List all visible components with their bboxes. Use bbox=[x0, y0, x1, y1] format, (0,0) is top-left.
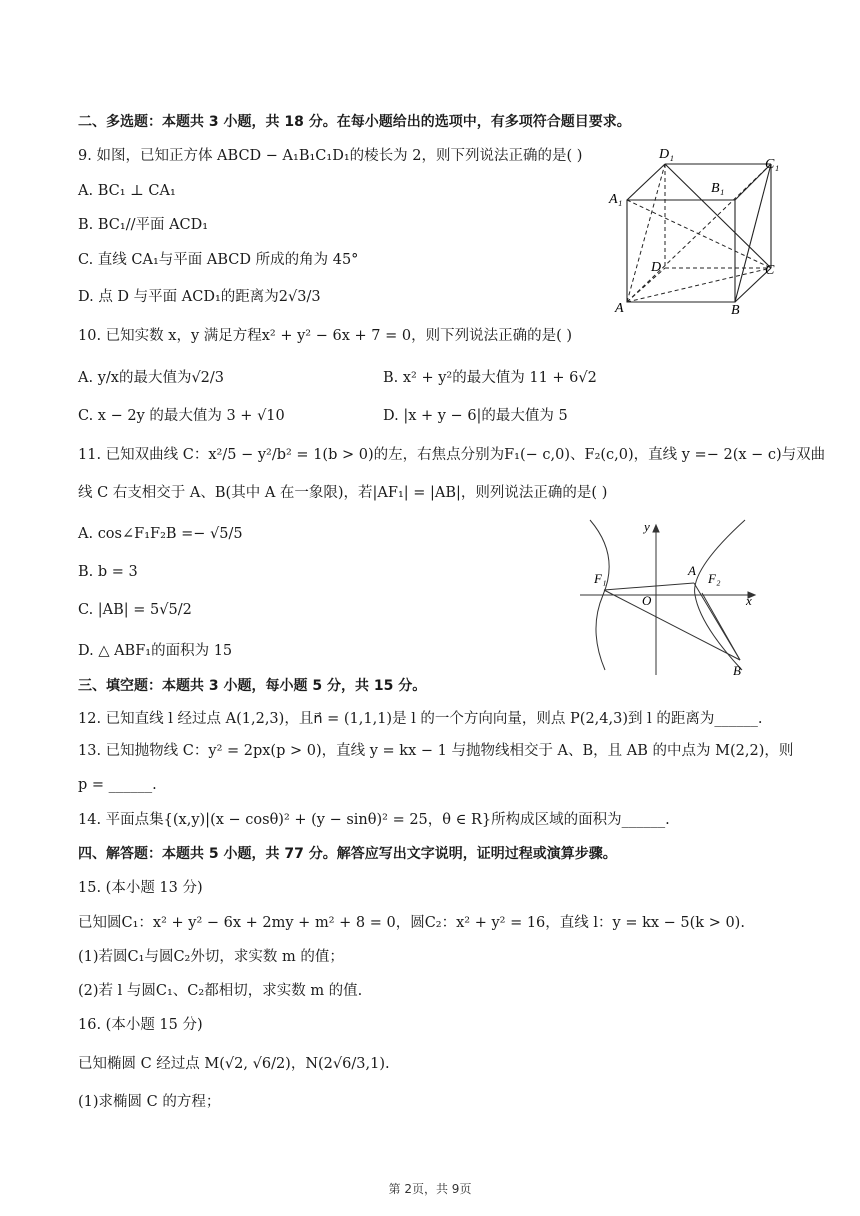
label-b: B bbox=[731, 303, 740, 318]
q9-option-c: C. 直线 CA₁与平面 ABCD 所成的角为 45° bbox=[78, 252, 359, 268]
label-x-axis: x bbox=[746, 593, 752, 608]
cube-figure bbox=[605, 140, 785, 320]
q9-option-a: A. BC₁ ⊥ CA₁ bbox=[78, 183, 176, 199]
question-13-line1: 13. 已知抛物线 C：y² = 2px(p > 0)，直线 y = kx − 1 与抛物线相交于 A、B，且 AB 的中点为 M(2,2)，则 bbox=[78, 743, 794, 759]
question-13-line2: p = ______. bbox=[78, 777, 157, 793]
page-footer: 第 2页，共 9页 bbox=[388, 1182, 472, 1196]
q10-option-a: A. y/x的最大值为√2/3 bbox=[78, 370, 225, 386]
section-heading-solutions: 四、解答题：本题共 5 小题，共 77 分。解答应写出文字说明，证明过程或演算步骤。 bbox=[78, 846, 617, 862]
question-16-heading: 16. (本小题 15 分) bbox=[78, 1017, 203, 1033]
label-d: D bbox=[651, 260, 662, 275]
question-15-heading: 15. (本小题 13 分) bbox=[78, 880, 203, 896]
q11-option-c: C. |AB| = 5√5/2 bbox=[78, 602, 192, 618]
q9-option-b: B. BC₁//平面 ACD₁ bbox=[78, 217, 209, 233]
label-c: C bbox=[765, 263, 775, 278]
q11-option-d: D. △ ABF₁的面积为 15 bbox=[78, 643, 233, 659]
question-11-stem-line2: 线 C 右支相交于 A、B(其中 A 在一象限)，若|AF₁| = |AB|，则列说法正确的是( ) bbox=[78, 485, 608, 501]
q9-option-d: D. 点 D 与平面 ACD₁的距离为2√3/3 bbox=[78, 289, 321, 305]
label-d1: D₁ bbox=[659, 147, 674, 162]
section-heading-fill-in: 三、填空题：本题共 3 小题，每小题 5 分，共 15 分。 bbox=[78, 678, 427, 694]
label-c1: C₁ bbox=[765, 157, 780, 172]
question-11-stem-line1: 11. 已知双曲线 C：x²/5 − y²/b² = 1(b > 0)的左，右焦点分别为F₁(− c,0)、F₂(c,0)，直线 y =− 2(x − c)与双曲 bbox=[78, 447, 826, 463]
question-12: 12. 已知直线 l 经过点 A(1,2,3)，且n⃗ = (1,1,1)是 l 的一个方向向量，则点 P(2,4,3)到 l 的距离为______. bbox=[78, 711, 763, 727]
question-10-stem: 10. 已知实数 x，y 满足方程x² + y² − 6x + 7 = 0，则下列说法正确的是( ) bbox=[78, 328, 572, 344]
label-y-axis: y bbox=[644, 519, 650, 534]
question-14: 14. 平面点集{(x,y)|(x − cosθ)² + (y − sinθ)² = 25，θ ∈ R}所构成区域的面积为______. bbox=[78, 812, 670, 828]
q11-option-a: A. cos∠F₁F₂B =− √5/5 bbox=[78, 526, 243, 542]
question-15-part1: (1)若圆C₁与圆C₂外切，求实数 m 的值； bbox=[78, 949, 344, 965]
label-a-point: A bbox=[688, 563, 696, 578]
question-15-body: 已知圆C₁：x² + y² − 6x + 2my + m² + 8 = 0，圆C₂：x² + y² = 16，直线 l：y = kx − 5(k > 0). bbox=[78, 915, 745, 931]
label-a: A bbox=[615, 301, 624, 316]
question-16-part1: (1)求椭圆 C 的方程； bbox=[78, 1094, 221, 1110]
label-origin: O bbox=[642, 593, 652, 608]
question-9-stem: 9. 如图，已知正方体 ABCD − A₁B₁C₁D₁的棱长为 2，则下列说法正确的是( ) bbox=[78, 148, 583, 164]
label-f1: F₁ bbox=[594, 571, 607, 586]
label-b1: B₁ bbox=[711, 181, 725, 196]
label-f2: F₂ bbox=[708, 571, 721, 586]
question-15-part2: (2)若 l 与圆C₁、C₂都相切，求实数 m 的值. bbox=[78, 983, 363, 999]
label-b-point: B bbox=[733, 663, 741, 678]
q10-option-b: B. x² + y²的最大值为 11 + 6√2 bbox=[383, 370, 597, 386]
label-a1: A₁ bbox=[609, 192, 623, 207]
q10-option-d: D. |x + y − 6|的最大值为 5 bbox=[383, 408, 568, 424]
hyperbola-figure bbox=[570, 515, 770, 680]
question-16-body: 已知椭圆 C 经过点 M(√2, √6/2)，N(2√6/3,1). bbox=[78, 1056, 390, 1072]
q10-option-c: C. x − 2y 的最大值为 3 + √10 bbox=[78, 408, 285, 424]
section-heading-multiple-choice: 二、多选题：本题共 3 小题，共 18 分。在每小题给出的选项中，有多项符合题目要求。 bbox=[78, 114, 631, 130]
q11-option-b: B. b = 3 bbox=[78, 564, 138, 580]
